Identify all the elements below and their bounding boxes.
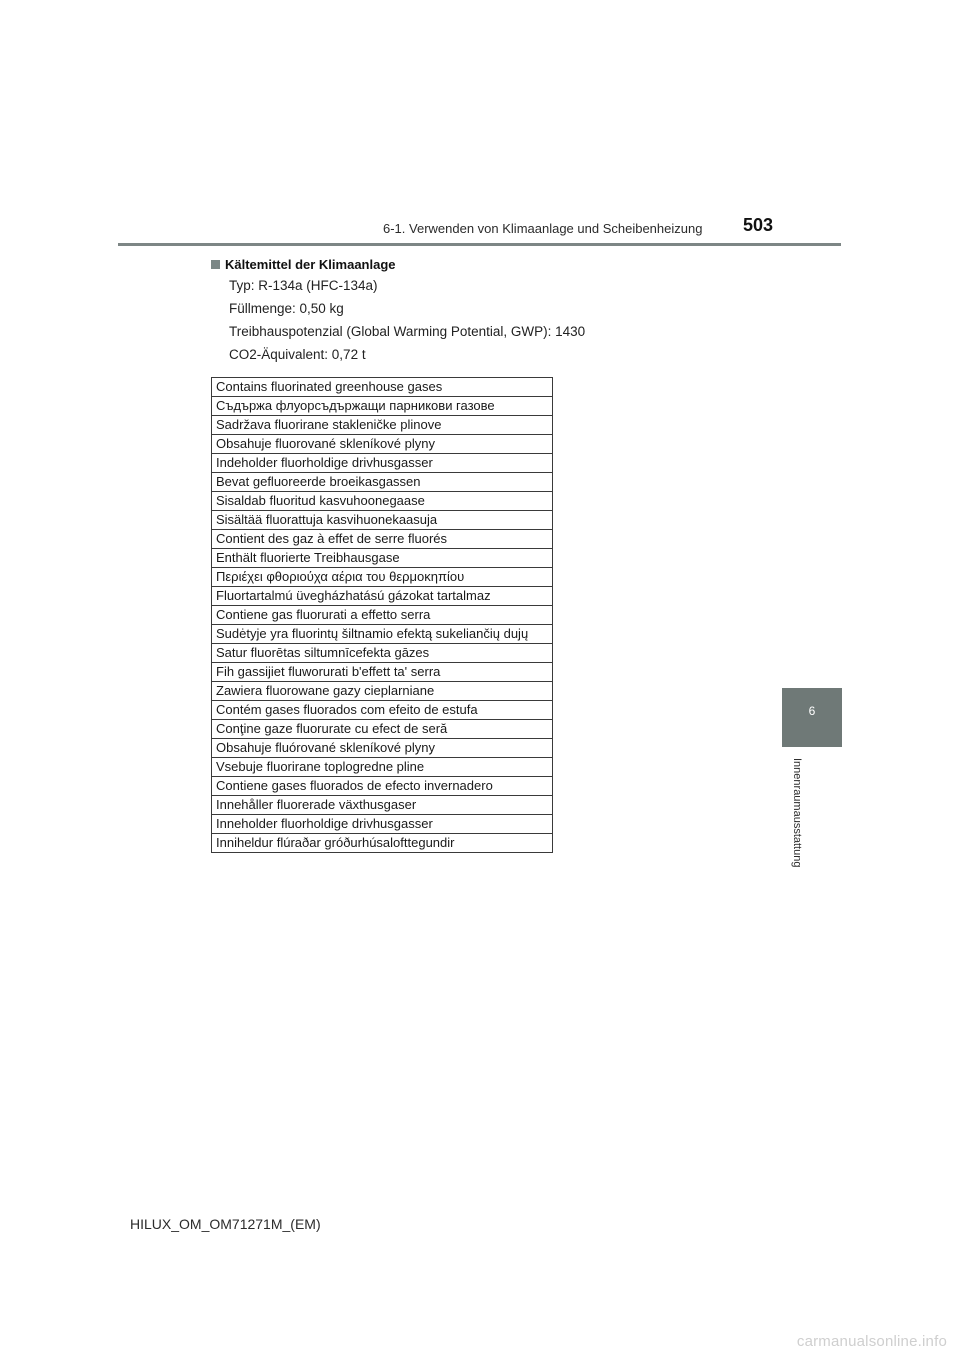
section-heading-text: Kältemittel der Klimaanlage [225,256,396,272]
table-row [212,644,553,663]
table-row [212,549,553,568]
table-row [212,606,553,625]
table-row [212,834,553,853]
table-row [212,435,553,454]
header-section-title: 6-1. Verwenden von Klimaanlage und Scheibenheizung [383,221,703,236]
table-row [212,682,553,701]
table-row [212,815,553,834]
table-cell: Contient des gaz à effet de serre fluorés [212,530,553,549]
table-cell: Fluortartalmú üvegházhatású gázokat tartalmaz [212,587,553,606]
chapter-number: 6 [808,704,816,718]
watermark: carmanualsonline.info [796,1333,947,1350]
spec-gwp: Treibhauspotenzial (Global Warming Potential, GWP): 1430 [229,324,586,339]
table-row [212,625,553,644]
document-id: HILUX_OM_OM71271M_(EM) [130,1216,321,1232]
table-row [212,663,553,682]
table-cell: Sudėtyje yra fluorintų šiltnamio efektą sukeliančių dujų [212,625,553,644]
chapter-side-label: Innenraumausstattung [791,758,803,868]
table-cell: Enthält fluorierte Treibhausgase [212,549,553,568]
table-row [212,568,553,587]
table-cell: Obsahuje fluórované skleníkové plyny [212,739,553,758]
section-heading [211,254,771,274]
table-row [212,454,553,473]
table-cell: Vsebuje fluorirane toplogredne pline [212,758,553,777]
spec-type: Typ: R-134a (HFC-134a) [229,278,378,293]
table-row [212,587,553,606]
table-row [212,720,553,739]
spec-co2-equivalent: CO2-Äquivalent: 0,72 t [229,347,366,362]
table-cell: Съдържа флуорсъдържащи парникови газове [212,397,553,416]
table-row [212,416,553,435]
table-row [212,492,553,511]
fluorinated-gases-table [211,377,553,853]
table-cell: Περιέχει φθοριούχα αέρια του θερμοκηπίου [212,568,553,587]
page-number: 503 [743,215,774,235]
table-cell: Zawiera fluorowane gazy cieplarniane [212,682,553,701]
table-cell: Sadržava fluorirane stakleničke plinove [212,416,553,435]
table-cell: Contém gases fluorados com efeito de estufa [212,701,553,720]
table-row [212,397,553,416]
table-row [212,511,553,530]
table-cell: Conţine gaze fluorurate cu efect de seră [212,720,553,739]
table-row [212,473,553,492]
table-row [212,378,553,397]
table-cell: Sisältää fluorattuja kasvihuonekaasuja [212,511,553,530]
table-row [212,530,553,549]
square-bullet-icon [211,260,220,269]
table-cell: Inniheldur flúraðar gróðurhúsalofttegundir [212,834,553,853]
table-cell: Obsahuje fluorované skleníkové plyny [212,435,553,454]
table-row [212,758,553,777]
table-row [212,777,553,796]
table-cell: Satur fluorētas siltumnīcefekta gāzes [212,644,553,663]
header-divider [118,243,841,246]
spec-fill-amount: Füllmenge: 0,50 kg [229,301,344,316]
table-cell: Contiene gases fluorados de efecto invernadero [212,777,553,796]
table-cell: Sisaldab fluoritud kasvuhoonegaase [212,492,553,511]
table-cell: Inneholder fluorholdige drivhusgasser [212,815,553,834]
table-cell: Contains fluorinated greenhouse gases [212,378,553,397]
table-row [212,739,553,758]
table-row [212,796,553,815]
refrigerant-section [211,254,771,366]
table-cell: Fih gassijiet fluworurati b'effett ta' serra [212,663,553,682]
table-row [212,701,553,720]
table-cell: Contiene gas fluorurati a effetto serra [212,606,553,625]
chapter-tab [782,688,842,747]
table-cell: Indeholder fluorholdige drivhusgasser [212,454,553,473]
table-cell: Bevat gefluoreerde broeikasgassen [212,473,553,492]
table-cell: Innehåller fluorerade växthusgaser [212,796,553,815]
